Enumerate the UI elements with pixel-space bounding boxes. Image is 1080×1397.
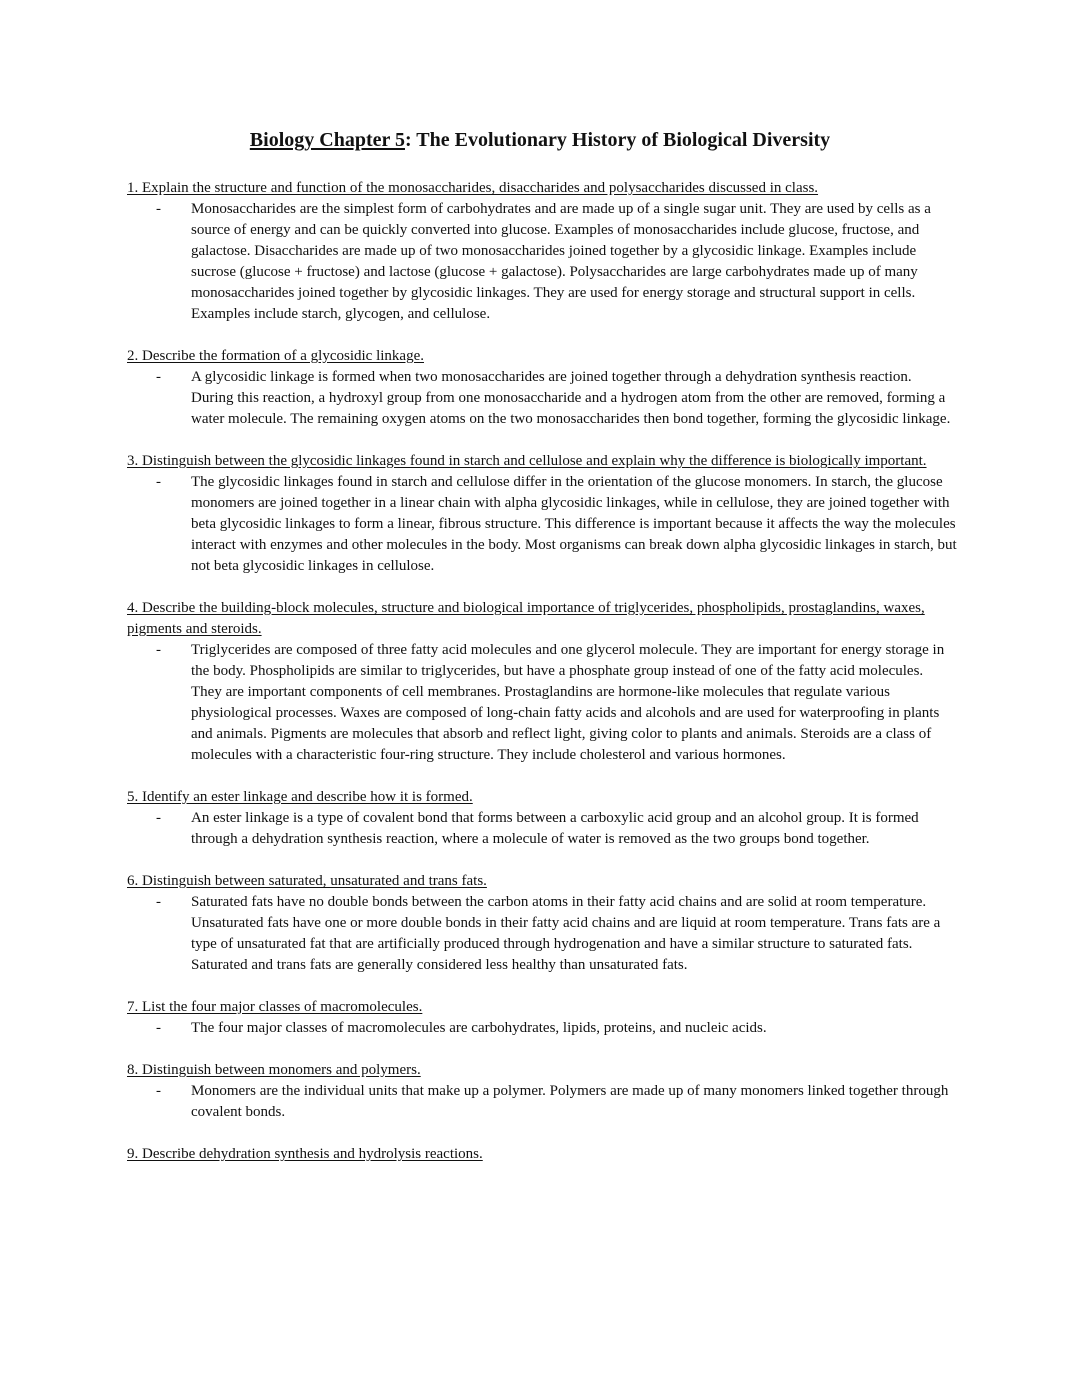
question-list xyxy=(127,178,957,1186)
question-text: 4. Describe the building-block molecules, structure and biological importance of triglycerides, phospholipids, prostaglandins, waxes, pigments and steroids. xyxy=(127,600,925,637)
answer-body: Saturated fats have no double bonds between the carbon atoms in their fatty acid chains and are solid at room temperature. Unsaturated fats have one or more double bonds in their fatty acid chains and are liquid at room temperature. Trans fats are a type of unsaturated fat that are artificially produced through hydrogenation and have a similar structure to saturated fats. Saturated and trans fats are generally considered less healthy than unsaturated fats. xyxy=(191,894,941,973)
bullet-dash: - xyxy=(156,1020,161,1036)
answer-body: Monosaccharides are the simplest form of carbohydrates and are made up of a single sugar unit. They are used by cells as a source of energy and can be quickly converted into glucose. Examples of monosaccharides include glucose, fructose, and galactose. Disaccharides are made up of two monosaccharides joined together by a glycosidic linkage. Examples include sucrose (glucose + fructose) and lactose (glucose + galactose). Polysaccharides are large carbohydrates made up of many monosaccharides joined together by glycosidic linkages. They are used for energy storage and structural support in cells. Examples include starch, glycogen, and cellulose. xyxy=(191,201,931,322)
bullet-dash: - xyxy=(156,894,161,910)
answer-body: Monomers are the individual units that make up a polymer. Polymers are made up of many monomers linked together through covalent bonds. xyxy=(191,1083,949,1120)
answer-text xyxy=(127,1018,957,1039)
bullet-dash: - xyxy=(156,1083,161,1099)
answer-body: The four major classes of macromolecules are carbohydrates, lipids, proteins, and nucleic acids. xyxy=(191,1020,767,1036)
question-text: 9. Describe dehydration synthesis and hydrolysis reactions. xyxy=(127,1146,483,1162)
question-item-8 xyxy=(127,1060,957,1123)
answer-text xyxy=(127,892,957,976)
question-item-2 xyxy=(127,346,957,430)
question-item-7 xyxy=(127,997,957,1039)
bullet-dash: - xyxy=(156,474,161,490)
bullet-dash: - xyxy=(156,201,161,217)
question-item-9 xyxy=(127,1144,957,1165)
answer-body: An ester linkage is a type of covalent bond that forms between a carboxylic acid group and an alcohol group. It is formed through a dehydration synthesis reaction, where a molecule of water is removed as the two groups bond together. xyxy=(191,810,919,847)
answer-body: Triglycerides are composed of three fatty acid molecules and one glycerol molecule. They are important for energy storage in the body. Phospholipids are similar to triglycerides, but have a phosphate group instead of one of the fatty acid molecules. They are important components of cell membranes. Prostaglandins are hormone-like molecules that regulate various physiological processes. Waxes are composed of long-chain fatty acids and alcohols and are used for waterproofing in plants and animals. Pigments are molecules that absorb and reflect light, giving color to plants and animals. Steroids are a class of molecules with a characteristic four-ring structure. They include cholesterol and various hormones. xyxy=(191,642,945,763)
question-text: 2. Describe the formation of a glycosidic linkage. xyxy=(127,348,424,364)
question-text: 8. Distinguish between monomers and polymers. xyxy=(127,1062,421,1078)
question-item-1 xyxy=(127,178,957,325)
bullet-dash: - xyxy=(156,810,161,826)
question-text: 1. Explain the structure and function of the monosaccharides, disaccharides and polysaccharides discussed in class. xyxy=(127,180,819,196)
question-item-4 xyxy=(127,598,957,766)
answer-text xyxy=(127,472,957,577)
bullet-dash: - xyxy=(156,642,161,658)
document-title-colon: : xyxy=(405,129,412,151)
answer-text xyxy=(127,367,957,430)
question-text: 5. Identify an ester linkage and describe how it is formed. xyxy=(127,789,473,805)
question-text: 3. Distinguish between the glycosidic linkages found in starch and cellulose and explain why the difference is biologically important. xyxy=(127,453,927,469)
document-title xyxy=(0,127,1080,153)
answer-body: A glycosidic linkage is formed when two monosaccharides are joined together through a dehydration synthesis reaction. During this reaction, a hydroxyl group from one monosaccharide and a hydrogen atom from the other are removed, forming a water molecule. The remaining oxygen atoms on the two monosaccharides then bond together, forming the glycosidic linkage. xyxy=(191,369,951,427)
document-title-bold: Biology Chapter 5 xyxy=(249,129,405,151)
question-item-6 xyxy=(127,871,957,976)
question-text: 6. Distinguish between saturated, unsaturated and trans fats. xyxy=(127,873,487,889)
question-item-3 xyxy=(127,451,957,577)
question-item-5 xyxy=(127,787,957,850)
document-title-rest: The Evolutionary History of Biological Diversity xyxy=(411,129,831,151)
answer-text xyxy=(127,808,957,850)
answer-text xyxy=(127,199,957,325)
question-text: 7. List the four major classes of macromolecules. xyxy=(127,999,423,1015)
answer-text xyxy=(127,640,957,766)
answer-text xyxy=(127,1081,957,1123)
bullet-dash: - xyxy=(156,369,161,385)
answer-body: The glycosidic linkages found in starch and cellulose differ in the orientation of the glucose monomers. In starch, the glucose monomers are joined together in a linear chain with alpha glycosidic linkages, while in cellulose, they are joined together with beta glycosidic linkages to form a linear, fibrous structure. This difference is important because it affects the way the molecules interact with enzymes and other molecules in the body. Most organisms can break down alpha glycosidic linkages in starch, but not beta glycosidic linkages in cellulose. xyxy=(191,474,957,574)
